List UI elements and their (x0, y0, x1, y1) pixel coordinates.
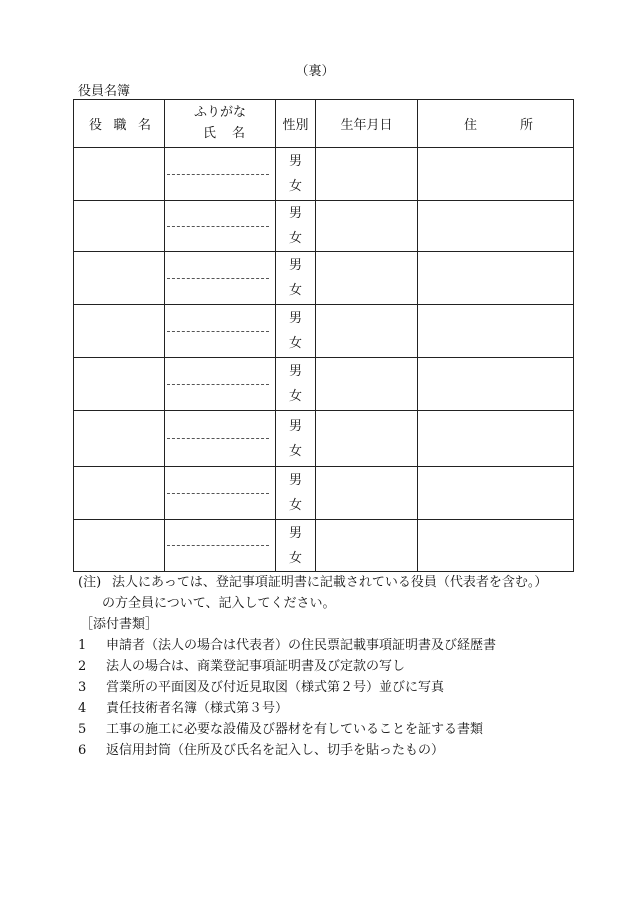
header-address-char-2: 所 (519, 118, 533, 133)
note (78, 572, 598, 593)
sex-female-option[interactable]: 女 (288, 443, 302, 459)
sex-female-option[interactable]: 女 (288, 389, 302, 404)
sex-cell[interactable] (276, 305, 316, 358)
sex-male-option[interactable]: 男 (288, 311, 302, 326)
notes-section (78, 572, 598, 761)
furigana-field[interactable] (167, 384, 269, 385)
position-cell[interactable] (74, 252, 165, 305)
birth-date-cell[interactable] (316, 201, 418, 252)
attachment-item (78, 698, 598, 719)
address-cell[interactable] (418, 520, 574, 572)
officer-row (74, 252, 574, 305)
header-position-char-1: 役 (89, 118, 103, 133)
birth-date-cell[interactable] (316, 305, 418, 358)
header-furigana: ふりがな (193, 104, 246, 120)
address-cell[interactable] (418, 358, 574, 411)
attachment-item (78, 740, 598, 761)
birth-date-cell[interactable] (316, 358, 418, 411)
name-cell[interactable] (165, 467, 276, 520)
sex-male-option[interactable]: 男 (288, 473, 302, 488)
attachment-number: 2 (78, 659, 87, 674)
birth-date-cell[interactable] (316, 520, 418, 572)
header-position-char-2: 職 (113, 118, 127, 133)
attachment-number: 3 (78, 680, 87, 695)
officer-row (74, 411, 574, 467)
name-cell[interactable] (165, 358, 276, 411)
attachment-text: 法人の場合は、商業登記事項証明書及び定款の写し (106, 659, 406, 674)
sex-female-option[interactable]: 女 (288, 179, 302, 194)
sex-cell[interactable] (276, 148, 316, 201)
sex-male-option[interactable]: 男 (288, 364, 302, 379)
position-cell[interactable] (74, 201, 165, 252)
position-cell[interactable] (74, 358, 165, 411)
note-label: (注) (78, 575, 102, 590)
section-title: 役員名簿 (78, 84, 131, 99)
sex-female-option[interactable]: 女 (288, 336, 302, 351)
officer-row (74, 520, 574, 572)
sex-male-option[interactable]: 男 (288, 258, 302, 273)
header-birth-date: 生年月日 (316, 100, 418, 148)
sex-male-option[interactable]: 男 (288, 206, 302, 221)
address-cell[interactable] (418, 201, 574, 252)
header-name (165, 100, 276, 148)
header-position-char-3: 名 (137, 118, 151, 133)
page-heading: （裏） (295, 64, 335, 79)
attachment-text: 営業所の平面図及び付近見取図（様式第２号）並びに写真 (106, 680, 445, 695)
sex-female-option[interactable]: 女 (288, 283, 302, 298)
header-row (74, 100, 574, 148)
header-address-char-1: 住 (464, 118, 478, 133)
address-cell[interactable] (418, 252, 574, 305)
officer-row (74, 358, 574, 411)
birth-date-cell[interactable] (316, 252, 418, 305)
header-sex: 性別 (276, 100, 316, 148)
address-cell[interactable] (418, 305, 574, 358)
header-position (74, 100, 165, 148)
sex-male-option[interactable]: 男 (288, 525, 302, 541)
officer-row (74, 201, 574, 252)
officer-row (74, 305, 574, 358)
attachment-text: 工事の施工に必要な設備及び器材を有していることを証する書類 (106, 722, 484, 737)
attachment-item (78, 656, 598, 677)
note-line-1: 法人にあっては、登記事項証明書に記載されている役員（代表者を含む。） (112, 575, 548, 590)
sex-cell[interactable] (276, 411, 316, 467)
birth-date-cell[interactable] (316, 467, 418, 520)
officer-row (74, 467, 574, 520)
position-cell[interactable] (74, 467, 165, 520)
name-cell[interactable] (165, 305, 276, 358)
sex-cell[interactable] (276, 252, 316, 305)
name-cell[interactable] (165, 520, 276, 572)
attachment-number: 6 (78, 743, 87, 758)
address-cell[interactable] (418, 148, 574, 201)
position-cell[interactable] (74, 148, 165, 201)
attachment-text: 責任技術者名簿（様式第３号） (106, 701, 289, 716)
officer-row (74, 148, 574, 201)
sex-cell[interactable] (276, 467, 316, 520)
position-cell[interactable] (74, 520, 165, 572)
header-address (418, 100, 574, 148)
name-cell[interactable] (165, 148, 276, 201)
sex-cell[interactable] (276, 201, 316, 252)
attachment-number: 1 (78, 638, 87, 653)
sex-male-option[interactable]: 男 (288, 154, 302, 169)
sex-male-option[interactable]: 男 (288, 418, 302, 434)
furigana-field[interactable] (167, 226, 269, 227)
birth-date-cell[interactable] (316, 411, 418, 467)
furigana-field[interactable] (167, 545, 269, 546)
birth-date-cell[interactable] (316, 148, 418, 201)
furigana-field[interactable] (167, 174, 269, 175)
position-cell[interactable] (74, 411, 165, 467)
attachment-item (78, 719, 598, 740)
sex-female-option[interactable]: 女 (288, 231, 302, 246)
attachment-item (78, 677, 598, 698)
name-cell[interactable] (165, 252, 276, 305)
furigana-field[interactable] (167, 438, 269, 439)
name-cell[interactable] (165, 201, 276, 252)
note-line-2: の方全員について、記入してください。 (102, 596, 336, 611)
attachment-number: 5 (78, 722, 87, 737)
furigana-field[interactable] (167, 278, 269, 279)
attachment-number: 4 (78, 701, 87, 716)
header-name-char-2: 名 (231, 125, 245, 141)
position-cell[interactable] (74, 305, 165, 358)
attachments-title: ［添付書類］ (80, 617, 159, 632)
sex-female-option[interactable]: 女 (288, 550, 302, 566)
header-name-char-1: 氏 (203, 125, 217, 141)
name-cell[interactable] (165, 411, 276, 467)
attachment-text: 返信用封筒（住所及び氏名を記入し、切手を貼ったもの） (106, 743, 445, 758)
officer-roster-table (73, 99, 574, 572)
attachment-text: 申請者（法人の場合は代表者）の住民票記載事項証明書及び経歴書 (106, 638, 497, 653)
address-cell[interactable] (418, 411, 574, 467)
address-cell[interactable] (418, 467, 574, 520)
sex-cell[interactable] (276, 520, 316, 572)
furigana-field[interactable] (167, 493, 269, 494)
sex-female-option[interactable]: 女 (288, 498, 302, 513)
sex-cell[interactable] (276, 358, 316, 411)
furigana-field[interactable] (167, 331, 269, 332)
attachment-item (78, 635, 598, 656)
